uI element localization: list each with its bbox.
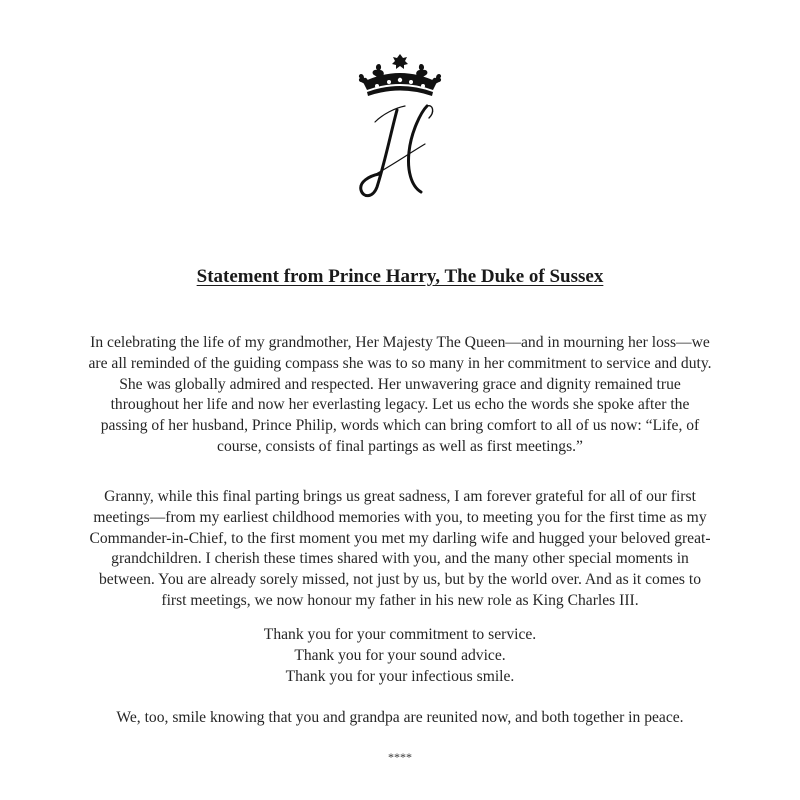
text-line: first meetings, we now honour my father in his new role as King Charles III. xyxy=(161,591,639,609)
royal-monogram xyxy=(355,52,445,202)
text-line: Thank you for your commitment to service. xyxy=(263,626,537,643)
text-line: passing of her husband, Prince Philip, words which can bring comfort to all of us now: “Life, of xyxy=(100,417,700,435)
text-line: Thank you for your infectious smile. xyxy=(285,667,515,685)
text-line: Commander-in-Chief, to the first moment you met my darling wife and hugged your beloved great- xyxy=(89,529,711,547)
text-line: She was globally admired and respected. Her unwavering grace and dignity remained true xyxy=(119,375,681,393)
paragraph-granny xyxy=(20,487,780,612)
text-line: are all reminded of the guiding compass she was to so many in her commitment to service and duty. xyxy=(88,354,712,372)
text-line: course, consists of final partings as well as first meetings.” xyxy=(217,437,583,455)
text-line: Granny, while this final parting brings us great sadness, I am forever grateful for all of our first xyxy=(104,488,696,505)
paragraph-thank-you xyxy=(20,625,780,687)
end-mark: **** xyxy=(388,750,412,764)
text-line: between. You are already sorely missed, not just by us, but by the world over. And as it comes to xyxy=(98,571,701,589)
text-line: We, too, smile knowing that you and grandpa are reunited now, and both together in peace. xyxy=(116,709,684,726)
text-line: meetings—from my earliest childhood memories with you, to meeting you for the first time as my xyxy=(93,508,707,526)
text-line: Thank you for your sound advice. xyxy=(294,646,506,664)
text-line: In celebrating the life of my grandmother, Her Majesty The Queen—and in mourning her loss—we xyxy=(90,334,710,351)
crown-monogram-icon xyxy=(355,52,445,202)
text-line: throughout her life and now her everlasting legacy. Let us echo the words she spoke after the xyxy=(110,396,690,414)
statement-title: Statement from Prince Harry, The Duke of Sussex xyxy=(196,266,604,287)
text-line: grandchildren. I cherish these times shared with you, and the many other special moments in xyxy=(111,550,689,568)
paragraph-tribute xyxy=(20,333,780,458)
paragraph-closing xyxy=(20,708,780,729)
